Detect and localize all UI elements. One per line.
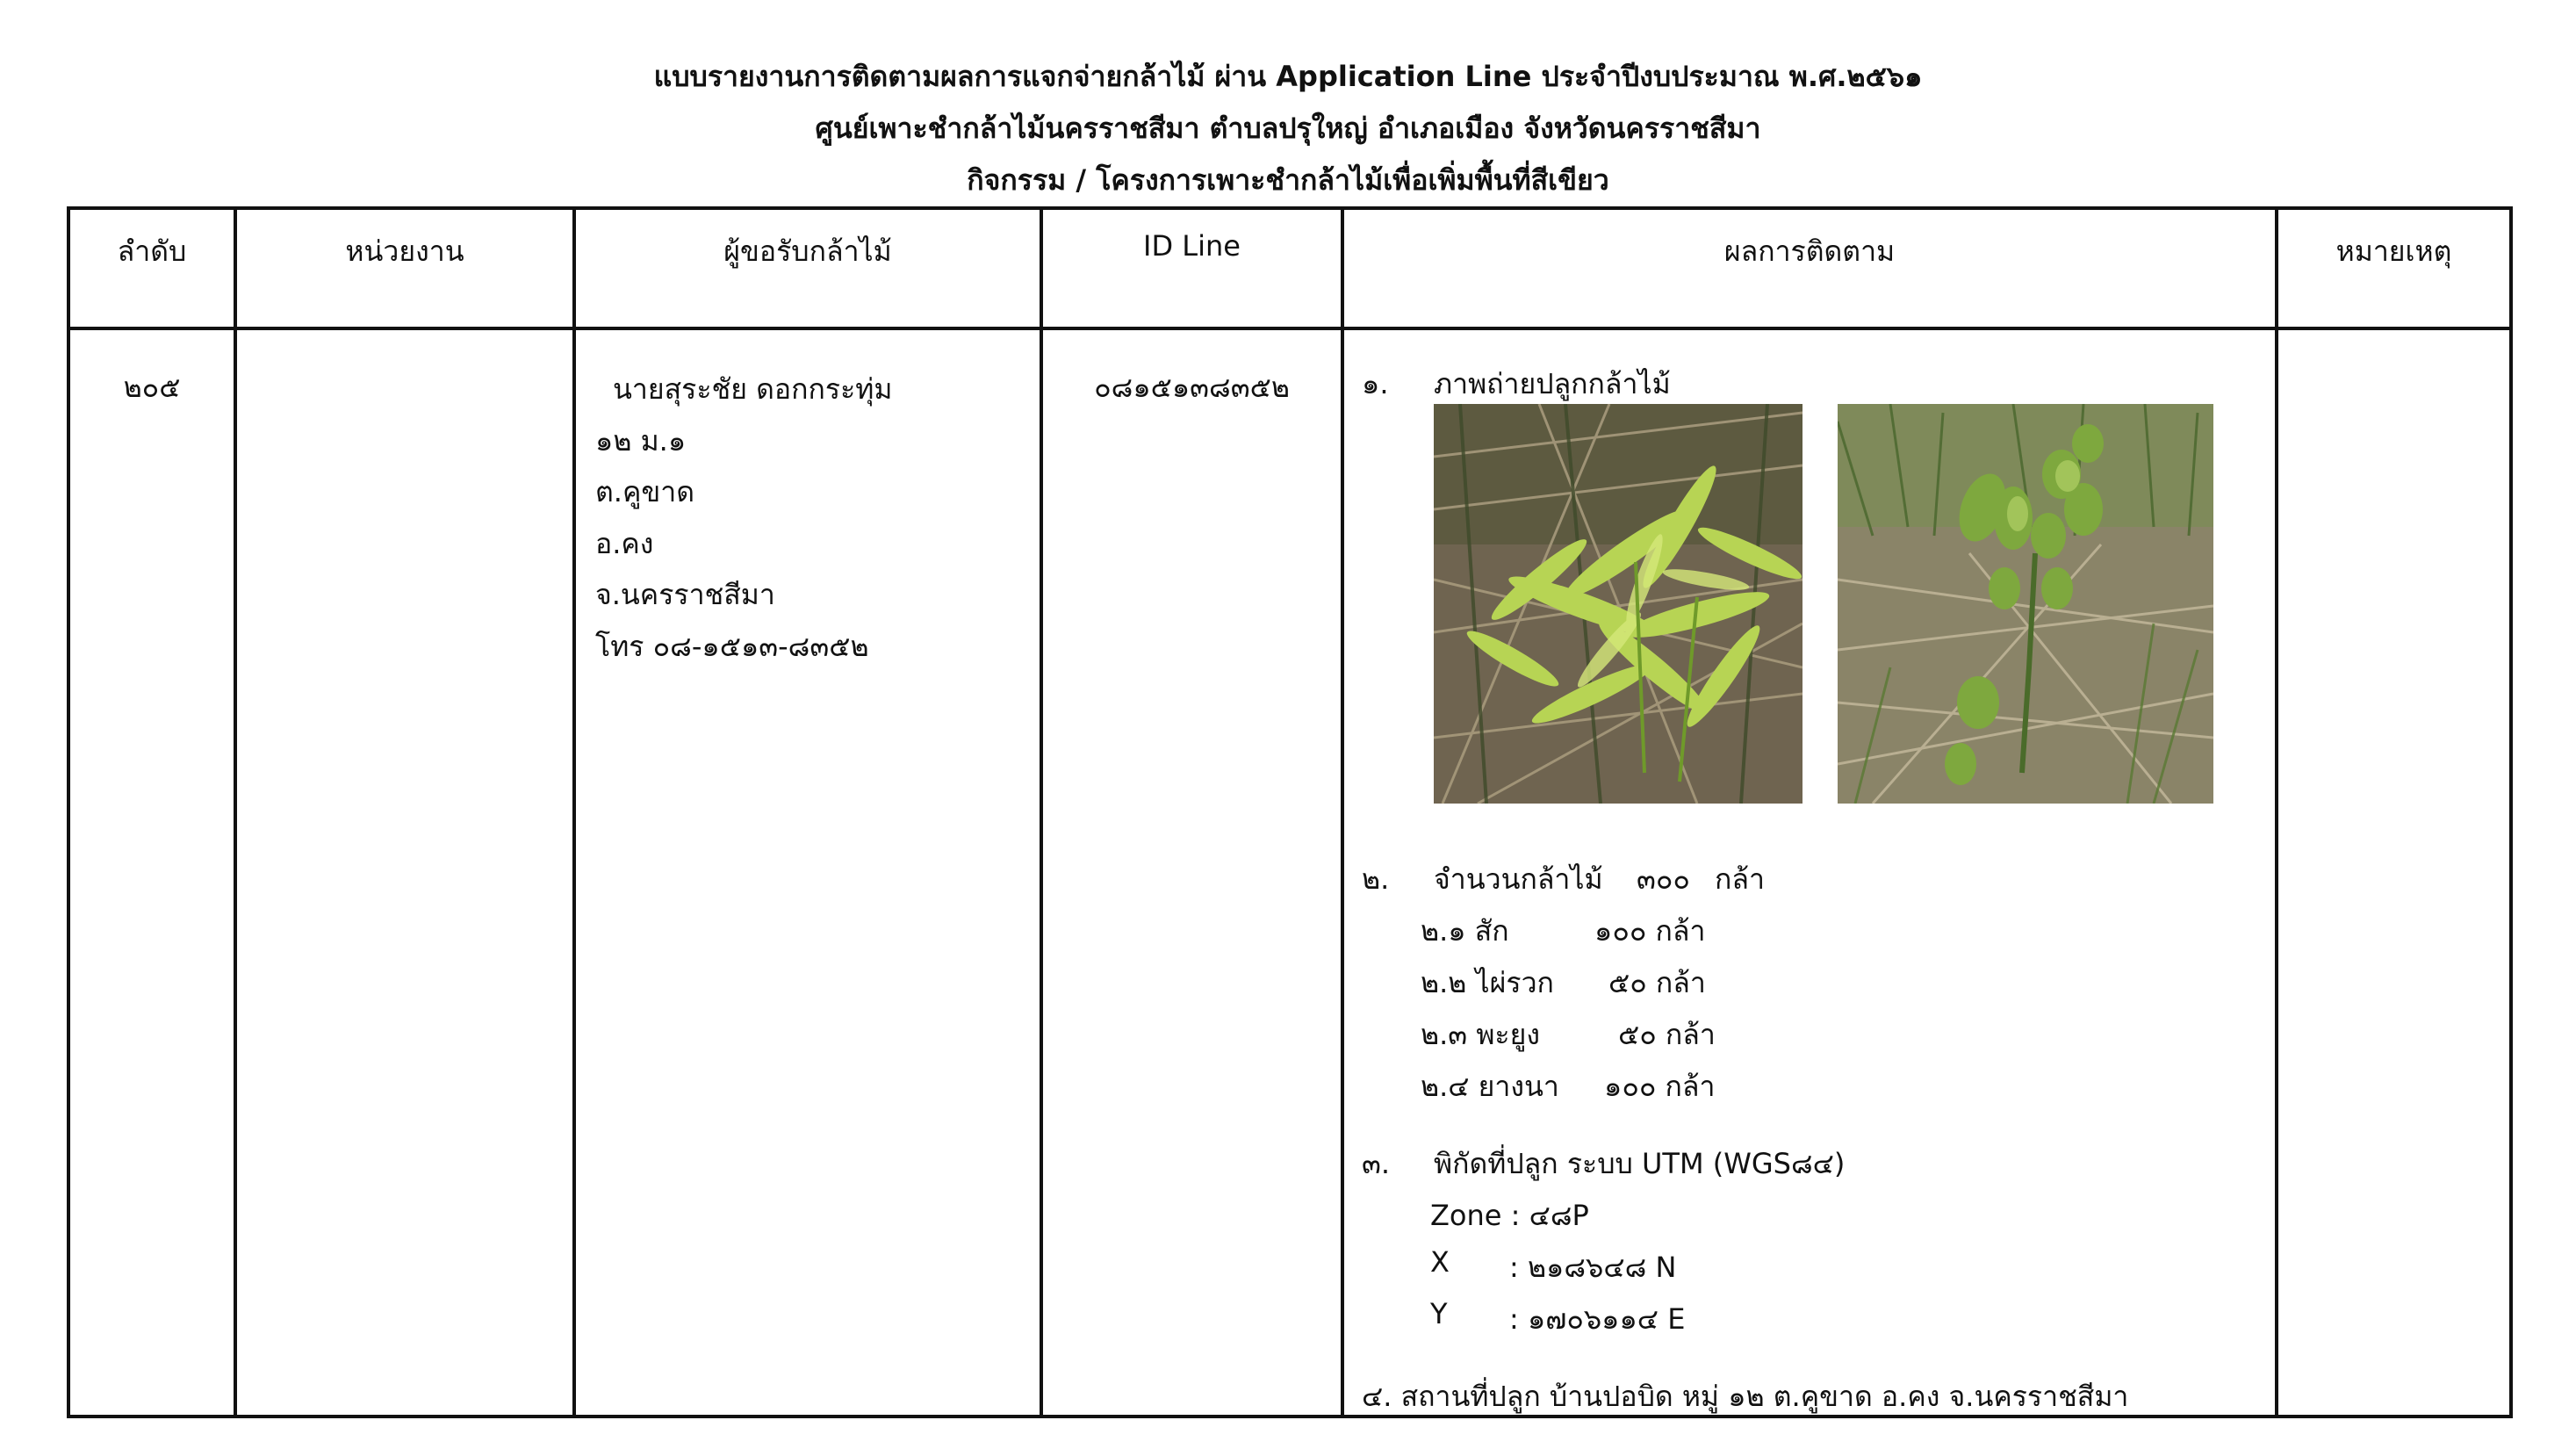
report-header: [0, 51, 2576, 206]
cell-agency: [235, 328, 574, 1417]
species-label: ๒.๓ พะยูง: [1421, 1018, 1540, 1051]
species-qty: ๕๐ กล้า: [1608, 966, 1706, 999]
cell-result: [1342, 328, 2277, 1417]
col-header-seq: ลำดับ: [68, 208, 235, 328]
seedling-photo-teak: [1838, 404, 2213, 804]
utm-x-value: : ๒๑๘๖๔๘ N: [1509, 1251, 1677, 1284]
item3-number: ๓.: [1362, 1147, 1391, 1180]
species-qty: ๑๐๐ กล้า: [1604, 1070, 1716, 1103]
utm-x-key: X: [1430, 1245, 1450, 1279]
item2-unit: กล้า: [1715, 862, 1765, 896]
species-label: ๒.๔ ยางนา: [1421, 1070, 1559, 1103]
requester-address-province: จ.นครราชสีมา: [595, 578, 775, 611]
requester-address-house: ๑๒ ม.๑: [595, 423, 687, 458]
item2-label: จำนวนกล้าไม้: [1434, 862, 1603, 896]
requester-name: นายสุระชัย ดอกกระทุ่ม: [613, 372, 893, 406]
item1-number: ๑.: [1362, 367, 1389, 400]
utm-y-value: : ๑๗๐๖๑๑๔ E: [1509, 1302, 1686, 1336]
species-label: ๒.๑ สัก: [1421, 914, 1509, 948]
item1-label: ภาพถ่ายปลูกกล้าไม้: [1434, 367, 1671, 400]
report-title: แบบรายงานการติดตามผลการแจกจ่ายกล้าไม้ ผ่าน Application Line ประจำปีงบประมาณ พ.ศ.๒๕๖๑: [653, 60, 1923, 93]
report-subtitle-activity: กิจกรรม / โครงการเพาะชำกล้าไม้เพื่อเพิ่มพื้นที่สีเขียว: [967, 163, 1609, 197]
table-row: [68, 328, 2511, 1417]
requester-address-subdistrict: ต.คูขาด: [595, 475, 694, 508]
teak-photo-graphic: [1838, 404, 2213, 804]
utm-zone: Zone : ๔๘P: [1430, 1199, 1589, 1232]
report-subtitle-center: ศูนย์เพาะชำกล้าไม้นครราชสีมา ตำบลปรุใหญ่ อำเภอเมือง จังหวัดนครราชสีมา: [815, 112, 1761, 145]
seedling-photo-bamboo: [1434, 404, 1802, 804]
species-qty: ๕๐ กล้า: [1618, 1018, 1716, 1051]
species-label: ๒.๒ ไผ่รวก: [1421, 966, 1554, 999]
cell-remark: [2277, 328, 2511, 1417]
col-header-requester: ผู้ขอรับกล้าไม้: [574, 208, 1041, 328]
requester-address-district: อ.คง: [595, 526, 654, 560]
item2-number: ๒.: [1362, 862, 1390, 896]
cell-id-line: ๐๘๑๕๑๓๘๓๕๒: [1041, 328, 1342, 1417]
utm-y-key: Y: [1430, 1297, 1448, 1330]
requester-phone: โทร ๐๘-๑๕๑๓-๘๓๕๒: [595, 629, 869, 663]
col-header-result: ผลการติดตาม: [1342, 208, 2277, 328]
item4-location: ๔. สถานที่ปลูก บ้านปอบิด หมู่ ๑๒ ต.คูขาด อ.คง จ.นครราชสีมา: [1362, 1380, 2129, 1413]
cell-requester: [574, 328, 1041, 1417]
col-header-id-line: ID Line: [1041, 208, 1342, 328]
col-header-remark: หมายเหตุ: [2277, 208, 2511, 328]
report-table: [67, 206, 2513, 1418]
item3-label: พิกัดที่ปลูก ระบบ UTM (WGS๘๔): [1434, 1147, 1846, 1180]
bamboo-photo-graphic: [1434, 404, 1802, 804]
table-header-row: [68, 208, 2511, 328]
item2-total: ๓๐๐: [1637, 862, 1690, 896]
species-qty: ๑๐๐ กล้า: [1594, 914, 1706, 948]
cell-seq: ๒๐๕: [68, 328, 235, 1417]
col-header-agency: หน่วยงาน: [235, 208, 574, 328]
